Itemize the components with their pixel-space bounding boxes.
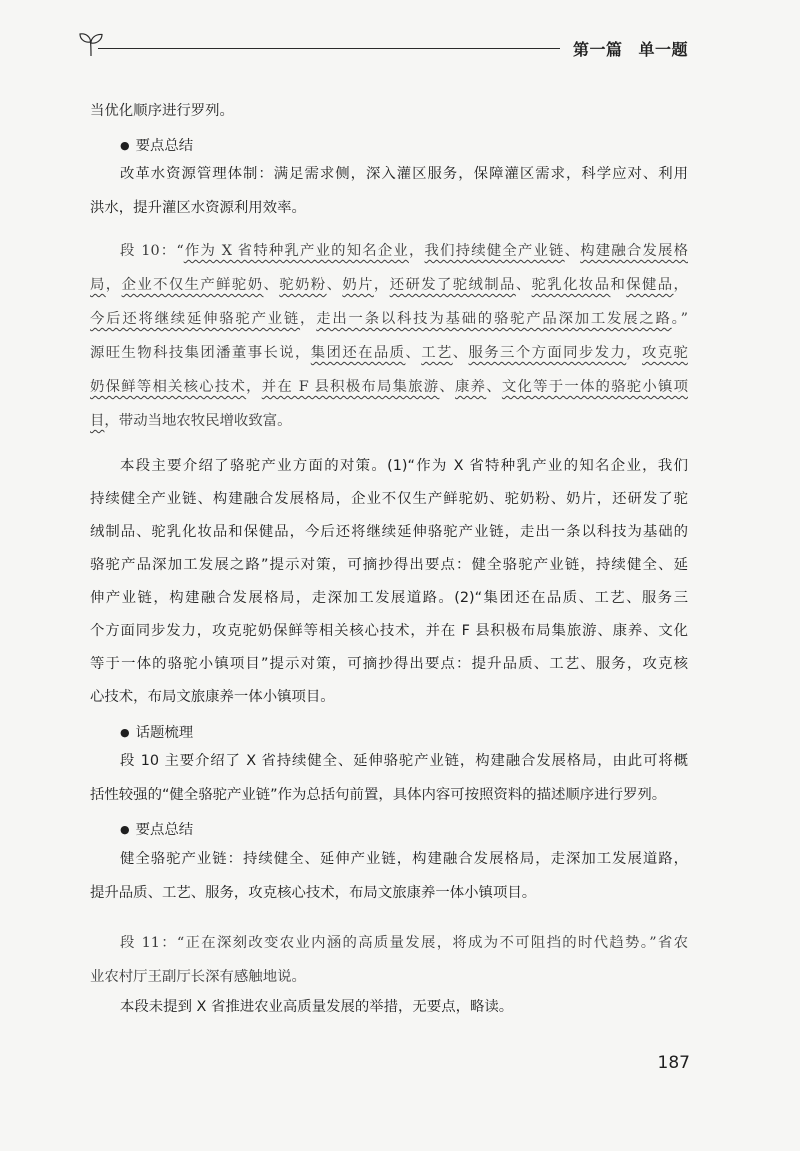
text-line [90,404,688,438]
text-line [90,991,688,1025]
underlined-phrase: 保健品 [626,277,674,293]
line-text: 、 [263,277,280,293]
underlined-phrase: 局 [90,277,106,293]
underlined-phrase: 集团还在品质 [310,345,406,361]
line-text: 和 [610,277,627,293]
text-line [90,234,688,268]
line-text: 段 11：“正在深刻改变农业内涵的高质量发展，将成为不可阻挡的时代趋势。”省农 [120,935,688,951]
underlined-phrase: 并在 F 县积极布局集旅游 [261,379,440,395]
summary-paragraph-2 [90,843,688,910]
underlined-phrase: 还研发了驼绒制品 [389,277,516,293]
text-line [90,302,688,336]
text-line [90,843,688,877]
line-text: 伸产业链，构建融合发展格局，走深加工发展道路。(2)“集团还在品质、工艺、服务三 [90,590,688,606]
text-line [90,516,688,549]
underlined-phrase: 作为 X 省特种乳产业的知名企业 [183,243,409,259]
text-line [90,926,688,960]
source-paragraph-11 [90,926,688,994]
text-line [90,648,688,681]
text-line [90,158,688,192]
page-number: 187 [657,1053,690,1073]
source-paragraph-10 [90,234,688,438]
bullet-icon: ● [120,823,130,836]
line-text: 括性较强的“健全骆驼产业链”作为总括句前置，具体内容可按照资料的描述顺序进行罗列。 [90,786,667,803]
line-text: 持续健全产业链、构建融合发展格局，企业不仅生产鲜驼奶、驼奶粉、奶片，还研发了驼 [90,491,688,507]
text-line [90,483,688,516]
underlined-phrase: 我们持续健全产业链 [424,243,565,259]
text-line [90,549,688,582]
line-text: ， [105,277,122,293]
line-text: ，带动当地农牧民增收致富。 [104,413,292,429]
line-text: ， [246,379,262,395]
header-title [573,37,688,60]
text-line [90,95,688,129]
text-line [90,336,688,370]
line-text: 、 [515,277,532,293]
underlined-phrase: 企业不仅生产鲜驼奶 [121,277,264,293]
text-line [90,877,688,911]
line-text: ， [626,345,642,361]
bullet-icon: ● [120,139,130,152]
line-text: ， [373,277,390,293]
line-text: 、 [564,243,581,259]
line-text: 等于一体的骆驼小镇项目”提示对策，可摘抄得出要点：提升品质、工艺、服务，攻克核 [90,656,688,672]
line-text: 本段主要介绍了骆驼产业方面的对策。(1)“作为 X 省特种乳产业的知名企业，我们 [120,458,688,474]
underlined-phrase: 奶片 [342,277,374,293]
underlined-phrase: 攻克驼 [642,345,688,361]
line-text: 段 10 主要介绍了 X 省持续健全、延伸骆驼产业链，构建融合发展格局，由此可将概 [120,753,688,769]
line-text: 心技术，布局文旅康养一体小镇项目。 [90,689,335,705]
underlined-phrase: 今后还将继续延伸骆驼产业链 [90,311,301,327]
underlined-phrase: 驼奶粉 [279,277,327,293]
text-line [90,192,688,226]
underlined-phrase: 走出一条以科技为基础的骆驼产品深加工发展之路 [316,311,672,327]
underlined-phrase: 目 [90,413,105,429]
line-text: 个方面同步发力，攻克驼奶保鲜等相关核心技术，并在 F 县积极布局集旅游、康养、文化 [90,623,688,639]
line-text: 健全骆驼产业链：持续健全、延伸产业链，构建融合发展格局，走深加工发展道路， [120,851,688,867]
line-text: 、 [486,379,502,395]
line-text: 改革水资源管理体制：满足需求侧，深入灌区服务，保障灌区需求，科学应对、利用 [120,166,688,182]
underlined-phrase: 服务三个方面同步发力 [468,345,627,361]
running-header [78,28,688,62]
line-text: 提升品质、工艺、服务，攻克核心技术，布局文旅康养一体小镇项目。 [90,884,537,901]
text-line [90,370,688,404]
topic-paragraph [90,745,688,812]
line-text: 源旺生物科技集团潘董事长说， [90,345,311,361]
line-text: ， [408,243,425,259]
summary-paragraph [90,158,688,225]
line-text: 段 10：“ [120,243,184,259]
underlined-phrase: 康养 [455,379,487,395]
underlined-phrase: 奶保鲜等相关核心技术 [90,379,247,395]
underlined-phrase: 工艺 [421,345,453,361]
line-text: 洪水，提升灌区水资源利用效率。 [90,199,306,216]
text-line [90,779,688,813]
analysis-paragraph-10 [90,450,688,714]
line-text: 本段未提到 X 省推进农业高质量发展的举措，无要点，略读。 [120,999,514,1015]
underlined-phrase: 文化等于一体的骆驼小镇项 [501,379,688,395]
line-text: 。” [671,311,688,327]
heading-text: 要点总结 [135,822,194,838]
text-line [90,745,688,779]
heading-text: 要点总结 [135,138,194,154]
header-rule [98,48,560,49]
intro-paragraph [90,95,688,129]
underlined-phrase: 构建融合发展格 [580,243,688,259]
line-text: 业农村厅王副厅长深有感触地说。 [90,969,306,985]
text-line [90,582,688,615]
line-text: 、 [326,277,343,293]
line-text: ， [673,277,688,293]
line-text: 、 [405,345,422,361]
line-text: 绒制品、驼乳化妆品和保健品，今后还将继续延伸骆驼产业链，走出一条以科技为基础的 [90,524,688,540]
text-line [90,960,688,994]
text-line [90,615,688,648]
sprout-icon [78,30,104,56]
underlined-phrase: 驼乳化妆品 [531,277,611,293]
chapter-label: 单一题 [638,40,688,59]
line-text: ， [300,311,317,327]
text-line [90,681,688,714]
text-line [90,450,688,483]
line-text: 当优化顺序进行罗列。 [90,103,234,119]
line-text: 、 [452,345,469,361]
section-label: 第一篇 [572,40,623,59]
bullet-icon: ● [120,726,130,739]
line-text: 、 [439,379,456,395]
line-text: 骆驼产品深加工发展之路”提示对策，可摘抄得出要点：健全骆驼产业链，持续健全、延 [90,557,688,573]
heading-text: 话题梳理 [135,725,194,741]
analysis-paragraph-11 [90,991,688,1025]
text-line [90,268,688,302]
